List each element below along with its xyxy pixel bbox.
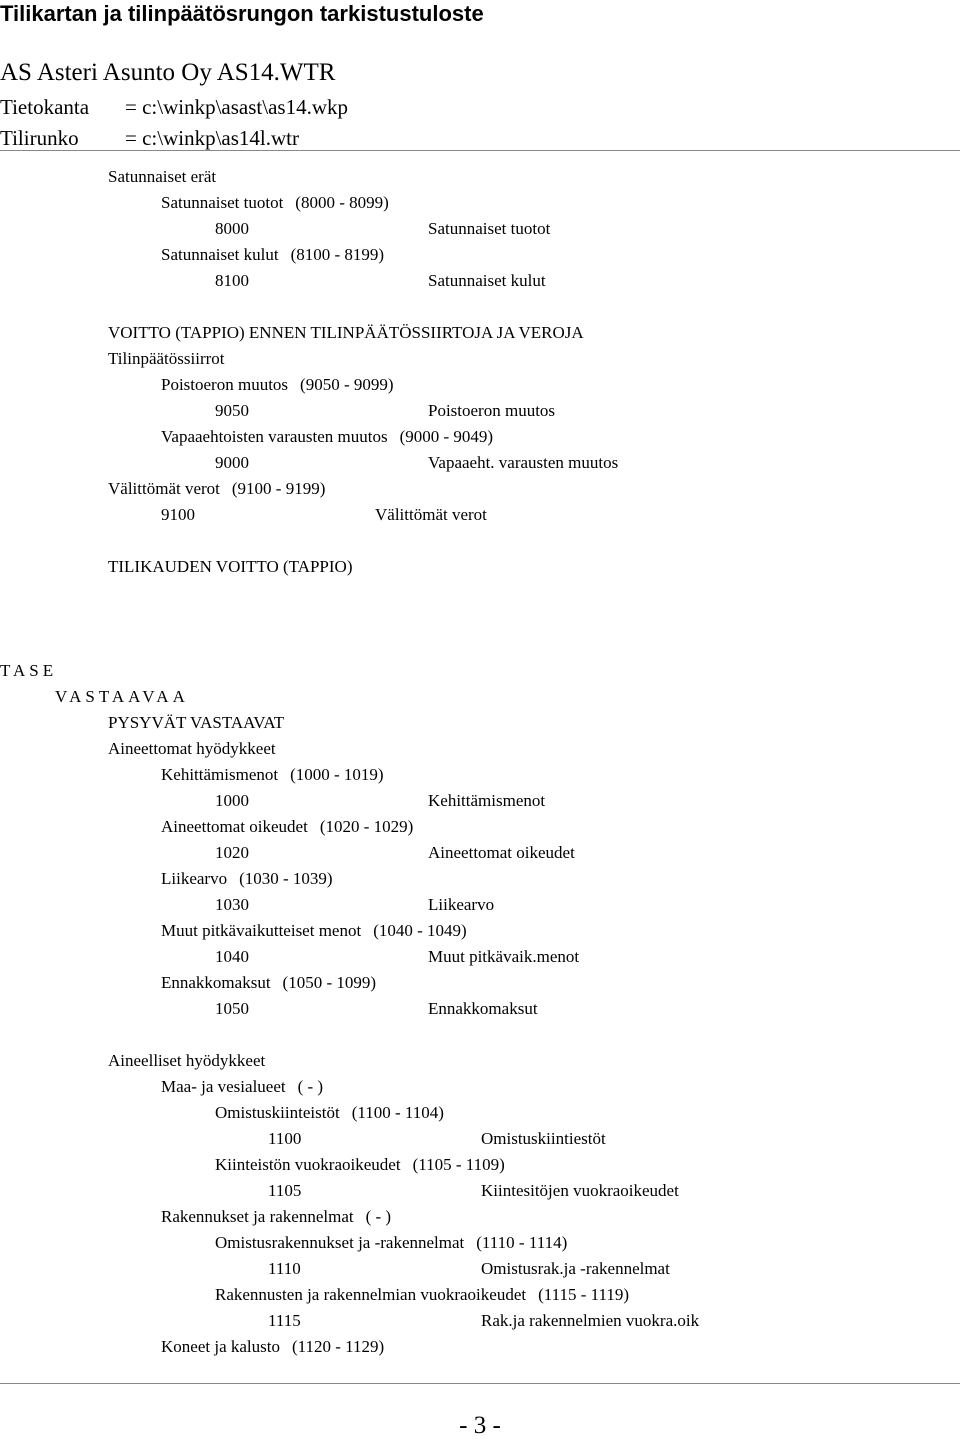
account-name: Aineettomat oikeudet	[428, 843, 575, 862]
account-name: Liikearvo	[428, 895, 495, 914]
account-name: Satunnaiset kulut	[428, 271, 546, 290]
account-name: Omistusrak.ja -rakennelmat	[481, 1259, 670, 1278]
account-number: 9050	[215, 401, 249, 420]
account-name: Vapaaeht. varausten muutos	[428, 453, 619, 472]
account-range: (1100 - 1104)	[351, 1103, 444, 1122]
report-line: Aineettomat oikeudet (1020 - 1029)	[161, 817, 414, 836]
report-line: Kiinteistön vuokraoikeudet (1105 - 1109)	[215, 1155, 505, 1174]
chart-label: Tilirunko	[0, 126, 79, 150]
account-name: Satunnaiset tuotot	[428, 219, 551, 238]
account-range: ( - )	[297, 1077, 324, 1096]
account-name: Ennakkomaksut	[428, 999, 538, 1018]
report-line: Tilinpäätössiirrot	[108, 349, 225, 368]
account-number: 9000	[215, 453, 249, 472]
account-range: (1020 - 1029)	[319, 817, 414, 836]
account-range: (9100 - 9199)	[231, 479, 326, 498]
account-name: Rak.ja rakennelmien vuokra.oik	[481, 1311, 700, 1330]
account-number: 1000	[215, 791, 249, 810]
company-name: AS Asteri Asunto Oy AS14.WTR	[0, 59, 336, 86]
page-number: - 3 -	[459, 1412, 501, 1439]
account-name: Poistoeron muutos	[428, 401, 556, 420]
account-range: (1000 - 1019)	[290, 765, 384, 784]
account-name: Muut pitkävaik.menot	[428, 947, 580, 966]
database-path: = c:\winkp\asast\as14.wkp	[125, 95, 348, 119]
account-range: (1030 - 1039)	[239, 869, 333, 888]
report-line: Ennakkomaksut (1050 - 1099)	[161, 973, 377, 992]
report-line: PYSYVÄT VASTAAVAT	[108, 713, 285, 732]
report-line: Liikearvo (1030 - 1039)	[161, 869, 333, 888]
account-number: 8100	[215, 271, 249, 290]
account-number: 1110	[268, 1259, 301, 1278]
account-range: (1120 - 1129)	[291, 1337, 385, 1356]
account-number: 1115	[268, 1311, 301, 1330]
database-label: Tietokanta	[0, 95, 90, 119]
report-line: Rakennusten ja rakennelmian vuokraoikeudet (1115 - 1119)	[215, 1285, 630, 1304]
report-line: Poistoeron muutos (9050 - 9099)	[161, 375, 394, 394]
report-line: Välittömät verot (9100 - 9199)	[108, 479, 326, 498]
account-range: (8000 - 8099)	[295, 193, 389, 212]
account-name: Kehittämismenot	[428, 791, 546, 810]
report-line: Muut pitkävaikutteiset menot (1040 - 1049)	[161, 921, 467, 940]
account-number: 1105	[268, 1181, 302, 1200]
account-range: (1110 - 1114)	[476, 1233, 568, 1252]
account-number: 1050	[215, 999, 249, 1018]
footer-divider	[0, 1383, 960, 1384]
account-range: (1050 - 1099)	[282, 973, 377, 992]
report-line: Aineelliset hyödykkeet	[108, 1051, 266, 1070]
section-heading: TASE	[0, 661, 58, 680]
account-name: Kiintesitöjen vuokraoikeudet	[481, 1181, 679, 1200]
account-range: (9000 - 9049)	[399, 427, 494, 446]
section-heading: VASTAAVAA	[55, 687, 189, 706]
account-number: 1040	[215, 947, 249, 966]
account-number: 9100	[161, 505, 195, 524]
report-line: Rakennukset ja rakennelmat ( - )	[161, 1207, 392, 1226]
account-range: (1115 - 1119)	[538, 1285, 630, 1304]
account-number: 8000	[215, 219, 249, 238]
report-line: TILIKAUDEN VOITTO (TAPPIO)	[108, 557, 353, 576]
report-line: Omistusrakennukset ja -rakennelmat (1110 - 1114)	[215, 1233, 568, 1252]
report-line: Satunnaiset erät	[108, 167, 217, 186]
document-title: Tilikartan ja tilinpäätösrungon tarkistustuloste	[0, 1, 484, 26]
account-range: (9050 - 9099)	[300, 375, 394, 394]
report-line: Maa- ja vesialueet ( - )	[161, 1077, 324, 1096]
account-range: ( - )	[365, 1207, 392, 1226]
account-range: (1105 - 1109)	[412, 1155, 505, 1174]
report-line: Koneet ja kalusto (1120 - 1129)	[161, 1337, 385, 1356]
account-range: (8100 - 8199)	[290, 245, 385, 264]
account-name: Välittömät verot	[375, 505, 487, 524]
account-number: 1100	[268, 1129, 302, 1148]
report-line: Aineettomat hyödykkeet	[108, 739, 276, 758]
report-line: Omistuskiinteistöt (1100 - 1104)	[215, 1103, 444, 1122]
report-line: VOITTO (TAPPIO) ENNEN TILINPÄÄTÖSSIIRTOJA JA VEROJA	[108, 323, 584, 342]
account-number: 1030	[215, 895, 249, 914]
report-line: Satunnaiset tuotot (8000 - 8099)	[161, 193, 389, 212]
chart-path: = c:\winkp\as14l.wtr	[125, 126, 299, 150]
account-number: 1020	[215, 843, 249, 862]
account-range: (1040 - 1049)	[373, 921, 467, 940]
report-line: Vapaaehtoisten varausten muutos (9000 - 9049)	[161, 427, 494, 446]
report-line: Kehittämismenot (1000 - 1019)	[161, 765, 384, 784]
account-name: Omistuskiintiestöt	[481, 1129, 606, 1148]
header-divider	[0, 150, 960, 151]
report-line: Satunnaiset kulut (8100 - 8199)	[161, 245, 385, 264]
